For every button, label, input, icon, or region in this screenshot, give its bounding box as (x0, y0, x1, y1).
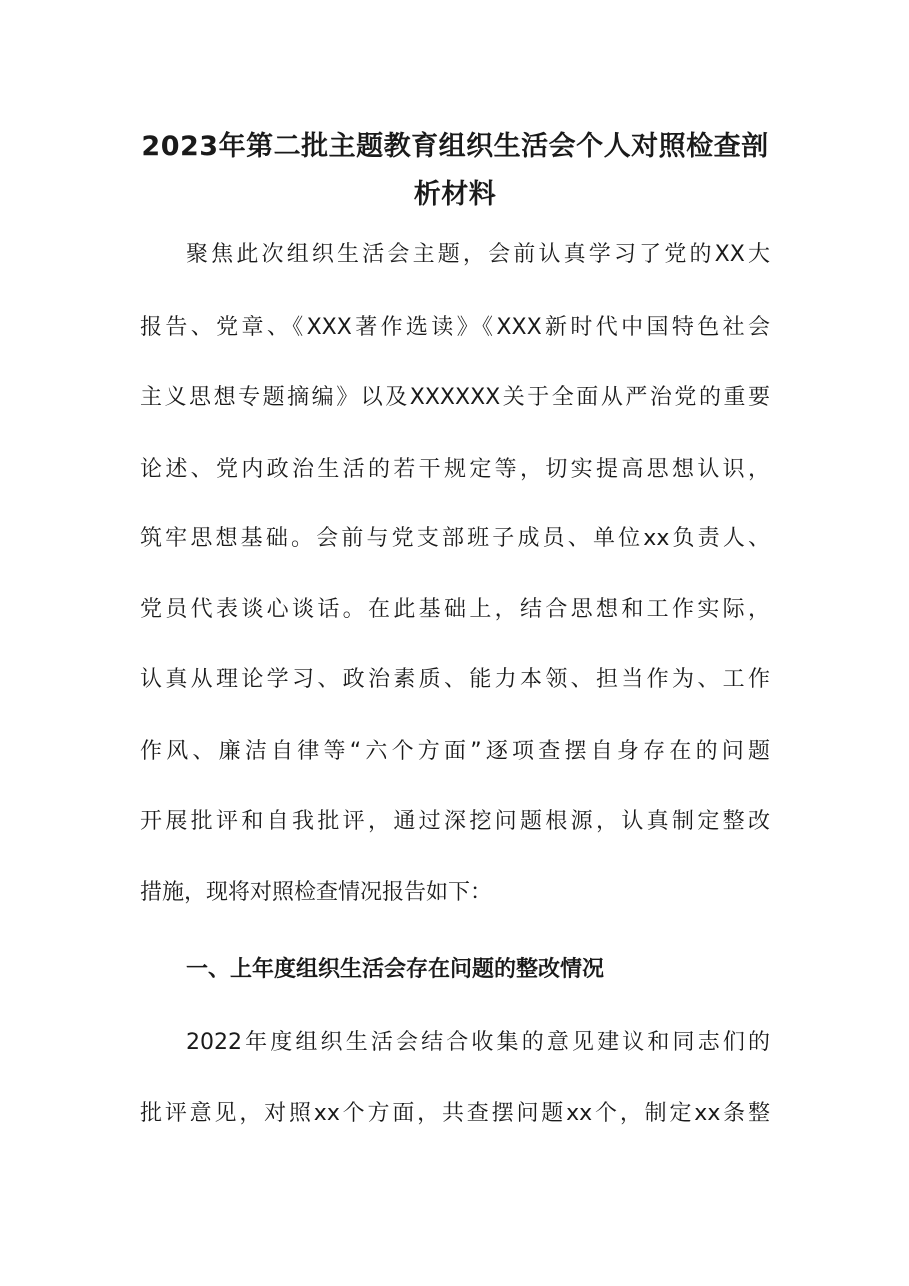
intro-paragraph-line: 论述、党内政治生活的若干规定等，切实提高思想认识， (140, 457, 770, 482)
document-title-line-1: 2023年第二批主题教育组织生活会个人对照检查剖 (141, 131, 769, 162)
section-heading: 一、上年度组织生活会存在问题的整改情况 (186, 957, 605, 982)
intro-paragraph-line: 措施，现将对照检查情况报告如下： (140, 880, 493, 905)
intro-paragraph-line: 作风、廉洁自律等“六个方面”逐项查摆自身存在的问题 (140, 739, 770, 764)
intro-paragraph-line: 报告、党章、《XXX著作选读》《XXX新时代中国特色社会 (140, 315, 770, 340)
document-title-line-2: 析材料 (413, 179, 497, 210)
intro-paragraph-line: 聚焦此次组织生活会主题，会前认真学习了党的XX大 (186, 242, 770, 267)
section-paragraph-line: 2022年度组织生活会结合收集的意见建议和同志们的 (186, 1030, 770, 1055)
section-paragraph-line: 批评意见，对照xx个方面，共查摆问题xx个，制定xx条整 (140, 1101, 770, 1126)
intro-paragraph-line: 主义思想专题摘编》以及XXXXXX关于全面从严治党的重要 (140, 385, 770, 410)
intro-paragraph-line: 党员代表谈心谈话。在此基础上，结合思想和工作实际， (140, 597, 770, 622)
intro-paragraph-line: 开展批评和自我批评，通过深挖问题根源，认真制定整改 (140, 809, 770, 834)
intro-paragraph-line: 筑牢思想基础。会前与党支部班子成员、单位xx负责人、 (140, 526, 770, 551)
intro-paragraph-line: 认真从理论学习、政治素质、能力本领、担当作为、工作 (140, 667, 770, 692)
